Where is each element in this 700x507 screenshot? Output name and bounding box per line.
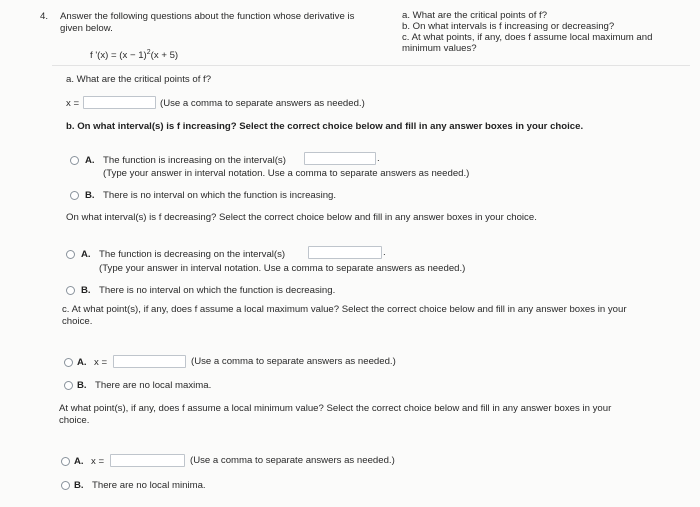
max-option-a-x-label: x = [94, 357, 108, 368]
decreasing-option-a-hint: (Type your answer in interval notation. Use a comma to separate answers as needed.) [99, 263, 466, 274]
summary-line-a: a. What are the critical points of f? [402, 10, 548, 21]
derivative-formula [90, 47, 178, 62]
increasing-option-b-letter: B. [85, 190, 95, 201]
max-option-a-hint: (Use a comma to separate answers as needed.) [191, 356, 396, 367]
decreasing-option-b-letter: B. [81, 285, 91, 296]
part-c-min-heading-line1: At what point(s), if any, does f assume a local minimum value? Select the correct choice below and fill in any answer boxes in your [59, 403, 612, 414]
part-c-max-heading-line1: c. At what point(s), if any, does f assume a local maximum value? Select the correct choice below and fill in any answer boxes in your [62, 304, 627, 315]
increasing-period: . [377, 153, 380, 164]
divider [52, 65, 690, 66]
decreasing-option-a-radio[interactable] [66, 250, 75, 259]
decreasing-period: . [383, 247, 386, 258]
part-c-max-heading-line2: choice. [62, 316, 93, 327]
part-c-min-heading-line2: choice. [59, 415, 90, 426]
part-a-x-label: x = [66, 98, 80, 109]
critical-points-input[interactable] [83, 96, 156, 109]
formula-lhs: f '(x) = (x − 1) [90, 50, 147, 61]
decreasing-option-a-letter: A. [81, 249, 91, 260]
min-option-a-x-label: x = [91, 456, 105, 467]
summary-line-b: b. On what intervals is f increasing or decreasing? [402, 21, 615, 32]
local-min-input[interactable] [110, 454, 185, 467]
min-option-b-letter: B. [74, 480, 84, 491]
part-a-hint: (Use a comma to separate answers as needed.) [160, 98, 365, 109]
summary-line-c2: minimum values? [402, 43, 477, 54]
decreasing-option-a-text: The function is decreasing on the interval(s) [99, 249, 286, 260]
max-option-b-text: There are no local maxima. [95, 380, 212, 391]
min-option-a-letter: A. [74, 456, 84, 467]
formula-rhs: (x + 5) [150, 50, 179, 61]
decreasing-option-b-radio[interactable] [66, 286, 75, 295]
local-max-input[interactable] [113, 355, 186, 368]
decreasing-option-b-text: There is no interval on which the function is decreasing. [99, 285, 336, 296]
part-b-increasing-heading: b. On what interval(s) is f increasing? Select the correct choice below and fill in any answer boxes in your choice. [66, 121, 584, 132]
part-b-decreasing-heading: On what interval(s) is f decreasing? Select the correct choice below and fill in any answer boxes in your choice. [66, 212, 537, 223]
min-option-a-radio[interactable] [61, 457, 70, 466]
increasing-option-a-letter: A. [85, 155, 95, 166]
min-option-a-hint: (Use a comma to separate answers as needed.) [190, 455, 395, 466]
decreasing-interval-input[interactable] [308, 246, 382, 259]
max-option-a-radio[interactable] [64, 358, 73, 367]
formula-exponent: 2 [146, 49, 151, 56]
question-number: 4. [40, 11, 49, 22]
question-prompt-line2: given below. [60, 23, 113, 34]
question-prompt-line1: Answer the following questions about the function whose derivative is [60, 11, 355, 22]
min-option-b-text: There are no local minima. [92, 480, 206, 491]
max-option-a-letter: A. [77, 357, 87, 368]
summary-line-c: c. At what points, if any, does f assume local maximum and [402, 32, 653, 43]
increasing-interval-input[interactable] [304, 152, 376, 165]
max-option-b-radio[interactable] [64, 381, 73, 390]
min-option-b-radio[interactable] [61, 481, 70, 490]
part-a-heading: a. What are the critical points of f? [66, 74, 212, 85]
max-option-b-letter: B. [77, 380, 87, 391]
increasing-option-a-text: The function is increasing on the interval(s) [103, 155, 286, 166]
increasing-option-b-text: There is no interval on which the function is increasing. [103, 190, 337, 201]
increasing-option-a-radio[interactable] [70, 156, 79, 165]
increasing-option-b-radio[interactable] [70, 191, 79, 200]
increasing-option-a-hint: (Type your answer in interval notation. Use a comma to separate answers as needed.) [103, 168, 470, 179]
